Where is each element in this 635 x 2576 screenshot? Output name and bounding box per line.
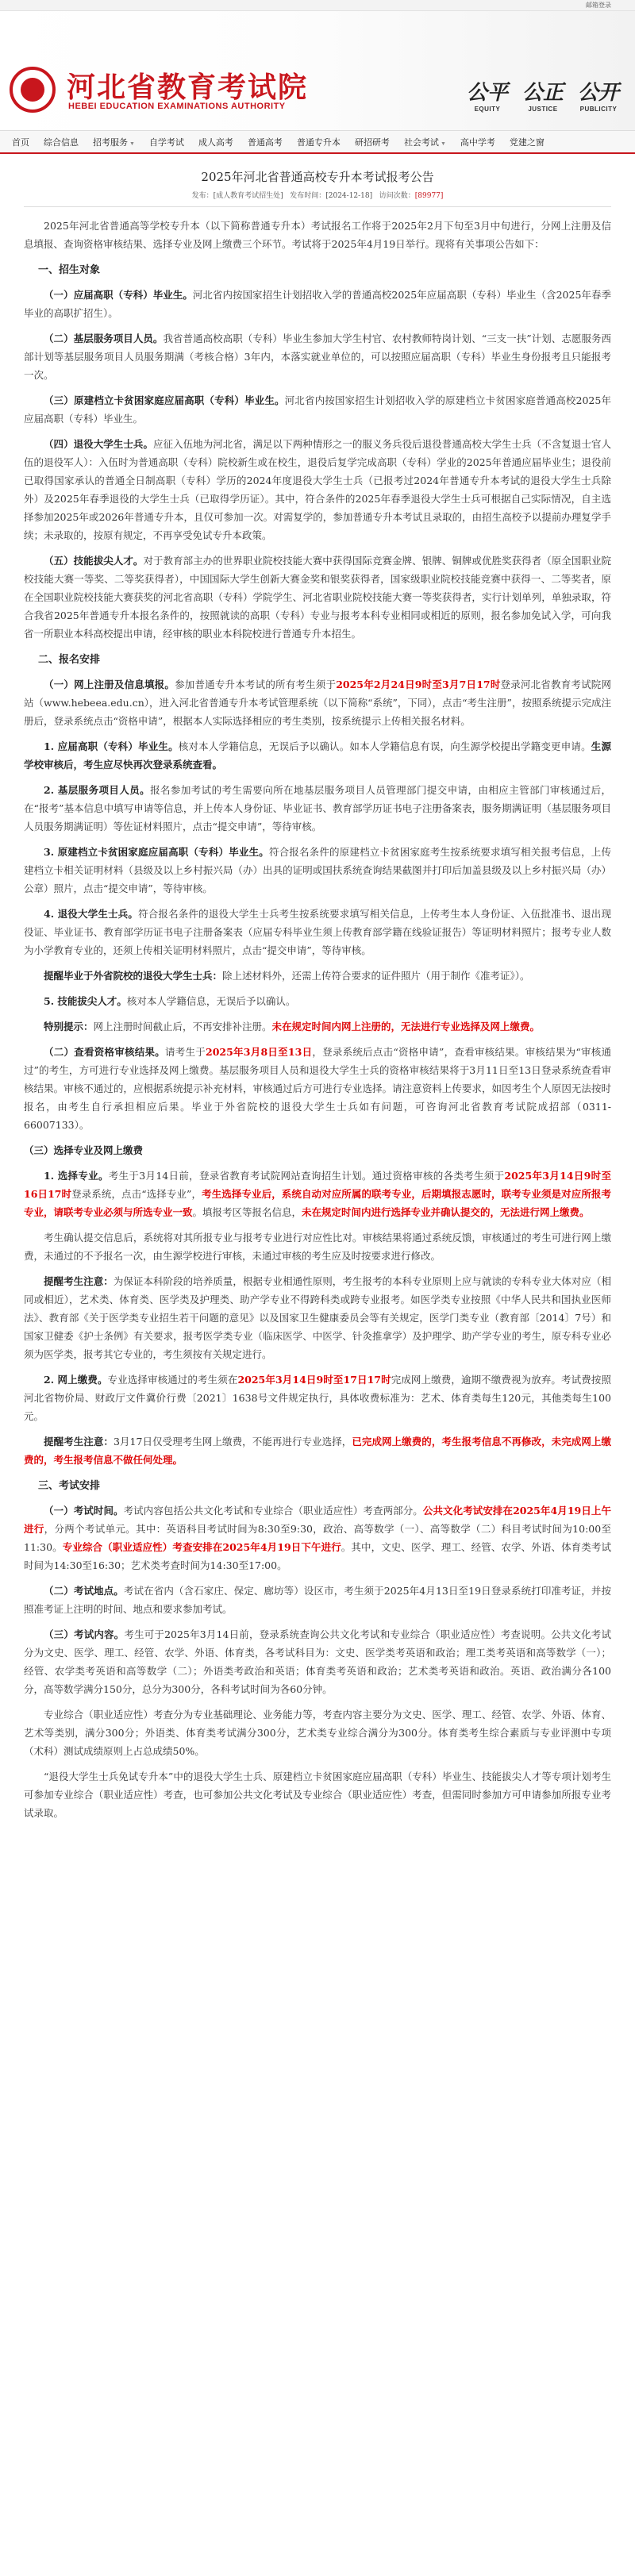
paragraph-text: 网上注册时间截止后，不再安排补注册。	[93, 1021, 272, 1032]
nav-exam-services[interactable]	[86, 136, 142, 148]
paragraph: 专业综合（职业适应性）考查分为专业基础理论、业务能力等，考查内容主要分为文史、医学、理工、经管、农学、外语、体育、艺术等类别，满分300分；外语类、体育类考试满分300分，艺术类专业综合满分为300分。体育类考生综合素质与专业评测中专项（术科）测试成绩原则上占总成绩50%。	[24, 1709, 611, 1757]
nav-general-info-label: 综合信息	[44, 137, 79, 148]
paragraph-text: 登录系统，点击“选择专业”，	[71, 1188, 202, 1200]
paragraph	[24, 905, 611, 959]
paragraph-text: 考试在省内（含石家庄、保定、廊坊等）设区市，考生须于2025年4月13日至19日登录系统打印准考证，并按照准考证上注明的时间、地点和要求参加考试。	[24, 1585, 611, 1615]
paragraph-title: 提醒考生注意：	[44, 1275, 114, 1287]
motto-equity-cn: 公平	[466, 81, 508, 105]
paragraph-text: 完成网上缴费，逾期不缴费视为放弃。考试费按照河北省物价局、财政厅文件冀价行费〔2021〕1638号文件规定执行，具体收费标准为：艺术、体育类每生120元，其他类每生100元。	[24, 1374, 611, 1422]
paragraph	[24, 781, 611, 836]
paragraph: “退役大学生士兵免试专升本”中的退役大学生士兵、原建档立卡贫困家庭应届高职（专科）毕业生、技能拔尖人才等专项计划考生可参加专业综合（职业适应性）考查，也可参加公共文化考试及专业综合（职业适应性）考查，但需同时参加方可申请参加所报专业考试录取。	[24, 1771, 611, 1819]
paragraph-text: 登录河北省教育考试院网站（www.hebeea.edu.cn），进入河北省普通专升本考试管理系统（以下简称“系统”，下同），点击“考生注册”，按照系统提示完成注册后，登录系统点击“资格申请”，根据本人实际选择相应的考生类别，按系统提示上传相关报名材料。	[24, 679, 611, 727]
section-heading: 二、报名安排	[38, 654, 101, 666]
paragraph	[24, 967, 611, 985]
paragraph	[24, 1043, 611, 1134]
paragraph	[24, 435, 611, 544]
mail-login-link[interactable]: 邮箱登录	[586, 2, 611, 9]
nav-self-study[interactable]	[142, 136, 191, 148]
highlight-date: 公共文化考试安排在2025年4月19日上午进行	[24, 1505, 611, 1535]
article-meta	[24, 190, 611, 207]
paragraph	[24, 737, 611, 774]
paragraph-text: 3月17日仅受理考生网上缴费，不能再进行专业选择，	[113, 1436, 352, 1448]
paragraph	[24, 1167, 611, 1221]
site-logo-icon[interactable]	[10, 67, 56, 113]
paragraph-text: 应征入伍地为河北省，满足以下两种情形之一的服义务兵役后退役普通高校大学生士兵（不含复退士官人伍的退役军人）：入伍时为普通高职（专科）院校新生或在校生，退役后复学完成高职（专科）学业的2025年普通应届毕业生；退役前已取得国家承认的普通全日制高职（专科）学历的2024年度退役大学生士兵（已报考过2024年普通专升本考试的退役大学生士兵除外）及2025年春季退役的大学生士兵（已取得学历证）。其中，符合条件的2025年春季退役大学生士兵可根据自己实际情况，自主选择参加2025年或2026年普通专升本，且仅可参加一次。对需复学的，参加普通专升本考试且录取的，由招生高校予以提前办理复学手续；未录取的，按原有规定，不再享受免试专升本政策。	[24, 438, 611, 541]
paragraph-text: 除上述材料外，还需上传符合要求的证件照片（用于制作《准考证》）。	[222, 970, 530, 982]
paragraph	[24, 1582, 611, 1618]
highlight-warning: 考生选择专业后，系统自动对应所属的联考专业，后期填报志愿时，联考专业须是对应所报考专业，请联考专业必须与所选专业一致	[24, 1188, 611, 1218]
paragraph-text: 参加普通专升本考试的所有考生须于	[175, 679, 337, 690]
paragraph-title: 2. 基层服务项目人员。	[44, 784, 151, 796]
nav-gaokao-label: 普通高考	[247, 137, 283, 148]
paragraph-text: 考生可于2025年3月14日前，登录系统查询公共文化考试和专业综合（职业适应性）考查说明。公共文化考试分为文史、医学、理工、经管、农学、外语、体育类，各考试科目为：文史、医学类考英语和政治；理工类考英语和高等数学（一）；经管、农学类考英语和高等数学（二）；外语类考政治和英语；体育类考英语和政治；艺术类考英语和政治。英语、政治满分各100分，高等数学满分150分，总分为300分，各科考试时间为各60分钟。	[24, 1628, 611, 1695]
paragraph-title: （五）技能拔尖人才。	[44, 555, 144, 567]
meta-source: [成人教育考试招生处]	[213, 192, 283, 200]
nav-hs-exam-label: 高中学考	[460, 137, 495, 148]
nav-home[interactable]	[5, 136, 37, 148]
nav-adult-exam[interactable]	[191, 136, 241, 148]
paragraph-title: （二）基层服务项目人员。	[44, 333, 164, 344]
highlight-warning: 已完成网上缴费的，考生报考信息不再修改，未完成网上缴费的，考生报考信息不做任何处理。	[24, 1436, 611, 1466]
meta-date: [2024-12-18]	[325, 192, 373, 200]
intro-paragraph: 2025年河北省普通高等学校专升本（以下简称普通专升本）考试报名工作将于2025年2月下旬至3月中旬进行，分网上注册及信息填报、查询资格审核结果、选择专业及网上缴费三个环节。考试将于2025年4月19日举行。现将有关事项公告如下：	[24, 220, 611, 250]
paragraph-text: 报名参加考试的考生需要向所在地基层服务项目人员管理部门提交申请，由相应主管部门审核通过后，在“报考”基本信息中填写申请等信息，并上传本人身份证、毕业证书、教育部学历证书电子注册备案表，服务期满证明（基层服务项目人员服务期满证明）等佐证材料照片，点击“提交申请”，等待审核。	[24, 784, 611, 832]
motto-justice-en: JUSTICE	[528, 106, 558, 113]
highlight-date: 2025年2月24日9时至3月7日17时	[336, 679, 501, 690]
nav-hs-exam[interactable]	[453, 136, 502, 148]
paragraph-title: 提醒毕业于外省院校的退役大学生士兵：	[44, 970, 223, 982]
paragraph-text: 符合报名条件的原建档立卡贫困家庭考生按系统要求填写相关报考信息，上传建档立卡相关证明材料（县级及以上乡村振兴局（办）出具的证明或国扶系统查询结果截图并打印后加盖县级及以上乡村振兴局（办）公章）照片，点击“提交申请”，等待审核。	[24, 846, 611, 894]
paragraph	[24, 1432, 611, 1469]
paragraph: 考生确认提交信息后，系统将对其所报专业与报考专业进行对应性比对。审核结果将通过系统反馈，审核通过的考生可进行网上缴费，未通过的不予报名一次，由生源学校进行审核，未通过审核的考生应及时按要求进行修改。	[24, 1232, 611, 1262]
paragraph	[24, 1017, 611, 1036]
section-heading: 一、招生对象	[38, 264, 101, 276]
chevron-down-icon: ▼	[129, 140, 135, 147]
motto-publicity	[578, 76, 619, 113]
nav-social-exam-label: 社会考试	[403, 137, 439, 148]
paragraph-title: 提醒考生注意：	[44, 1436, 114, 1448]
paragraph-text: 核对本人学籍信息，无误后予以确认。	[126, 995, 296, 1007]
motto-equity	[467, 76, 508, 113]
paragraph-text: 对于教育部主办的世界职业院校技能大赛中获得国际竞赛金牌、银牌、铜牌或优胜奖获得者（原全国职业院校技能大赛一等奖、二等奖获得者），中国国际大学生创新大赛金奖和银奖获得者，国家级职业院校技能竞赛中获得一、二等奖者，原在全国职业院校技能大赛获奖的河北省高职（专科）学院学生、河北省职业院校技能大赛一等奖获得者，实行计划单列，单独录取，符合我省2025年普通专升本报名条件的，按照就读的高职（专科）专业与报考本科专业相同或相近的原则，报名参加免试入学，可向我省一所职业本科高校提出申请，经审核的职业本科院校进行普通专升本招生。	[24, 555, 611, 640]
paragraph	[24, 992, 611, 1010]
paragraph-text: 河北省内按国家招生计划招收入学的普通高校2025年应届高职（专科）毕业生（含2025年春季毕业的高职扩招生）。	[24, 289, 611, 319]
paragraph-title: 1. 选择专业。	[44, 1170, 109, 1182]
highlight-date: 专业综合（职业适应性）考查安排在2025年4月19日下午进行	[62, 1541, 341, 1553]
highlight-warning: 未在规定时间内网上注册的，无法进行专业选择及网上缴费。	[271, 1021, 541, 1032]
paragraph-title: （一）应届高职（专科）毕业生。	[44, 289, 193, 301]
highlight-date: 2025年3月14日9时至16日17时	[24, 1170, 611, 1200]
paragraph	[24, 552, 611, 643]
paragraph-text: 请考生于	[165, 1046, 206, 1058]
paragraph-text: 考试内容包括公共文化考试和专业综合（职业适应性）考查两部分。	[123, 1505, 423, 1517]
meta-hits-label: 访问次数：	[379, 192, 415, 200]
article-title: 2025年河北省普通高校专升本考试报考公告	[201, 170, 434, 184]
meta-hits: [89977]	[414, 192, 444, 200]
motto-group	[467, 76, 619, 113]
highlight-warning: 未在规定时间内进行选择专业并确认提交的，无法进行网上缴费。	[302, 1206, 590, 1218]
nav-upgrade-label: 普通专升本	[296, 137, 341, 148]
article-body	[24, 217, 611, 1822]
site-header	[0, 11, 635, 130]
nav-adult-exam-label: 成人高考	[198, 137, 233, 148]
nav-party[interactable]	[502, 136, 552, 148]
paragraph	[24, 1141, 611, 1159]
nav-social-exam[interactable]	[397, 136, 453, 148]
paragraph-title: 1. 应届高职（专科）毕业生。	[44, 740, 179, 752]
article	[0, 154, 635, 1845]
nav-gaokao[interactable]	[241, 136, 290, 148]
paragraph-title: （四）退役大学生士兵。	[44, 438, 153, 450]
paragraph-text: 我省普通高校高职（专科）毕业生参加大学生村官、农村教师特岗计划、“三支一扶”计划、志愿服务西部计划等基层服务项目人员服务期满（考核合格）3年内，本落实就业单位的，可以按照应届高职（专科）毕业生身份报考且只能报考一次。	[24, 333, 611, 381]
paragraph	[24, 391, 611, 428]
paragraph-title: （三）选择专业及网上缴费	[24, 1144, 144, 1156]
paragraph-text: 为保证本科阶段的培养质量，根据专业相通性原则，考生报考的本科专业原则上应与就读的专科专业大体对应（相同或相近），艺术类、体育类、医学类及护理类、助产学专业不得跨科类或跨专业报考。如医学类专业按照《中华人民共和国执业医师法》、教育部《关于医学类专业招生若干问题的意见》以及国家卫生健康委员会等有关规定，医学门类专业（教育部〔2014〕7号）和国家卫健委《护士条例》有关要求，报考医学类专业（临床医学、中医学、针灸推拿学）及护理学、助产学专业的考生，原专科专业必须为医学类，报考其它专业的，考生须按有关规定进行。	[24, 1275, 611, 1360]
paragraph-title: （二）查看资格审核结果。	[44, 1046, 165, 1058]
paragraph-title: （三）考试内容。	[44, 1628, 125, 1640]
paragraph-title: 特别提示：	[44, 1021, 94, 1032]
paragraph	[24, 843, 611, 898]
paragraph-title: （二）考试地点。	[44, 1585, 124, 1597]
paragraph-title: （三）原建档立卡贫困家庭应届高职（专科）毕业生。	[44, 394, 285, 406]
motto-publicity-cn: 公开	[577, 81, 619, 105]
highlight-date: 2025年3月14日9时至17日17时	[237, 1374, 391, 1386]
nav-postgrad-label: 研招研考	[354, 137, 390, 148]
paragraph-title: 2. 网上缴费。	[44, 1374, 108, 1386]
main-nav	[0, 130, 635, 154]
chevron-down-icon: ▼	[440, 140, 446, 147]
nav-general-info[interactable]	[37, 136, 86, 148]
highlight-date: 2025年3月8日至13日	[206, 1046, 313, 1058]
meta-date-label: 发布时间：	[290, 192, 326, 200]
meta-source-label: 发布：	[191, 192, 214, 200]
paragraph-emphasis: 生源学校审核后，考生应尽快再次登录系统查看。	[24, 740, 611, 771]
paragraph-text: 核对本人学籍信息，无误后予以确认。如本人学籍信息有误，向生源学校提出学籍变更申请。	[178, 740, 591, 752]
site-title[interactable]: 河北省教育考试院	[67, 71, 309, 104]
motto-publicity-en: PUBLICITY	[579, 106, 618, 113]
nav-party-label: 党建之窗	[509, 137, 545, 148]
paragraph	[24, 1371, 611, 1425]
nav-self-study-label: 自学考试	[148, 137, 184, 148]
paragraph-title: 5. 技能拔尖人才。	[44, 995, 127, 1007]
paragraph-text: 河北省内按国家招生计划招收入学的原建档立卡贫困家庭普通高校2025年应届高职（专科）毕业生。	[24, 394, 611, 425]
paragraph	[24, 329, 611, 384]
paragraph	[24, 1625, 611, 1698]
site-title-en: HEBEI EDUCATION EXAMINATIONS AUTHORITY	[68, 102, 286, 111]
motto-justice-cn: 公正	[521, 81, 564, 105]
paragraph	[24, 1501, 611, 1574]
paragraph-text: ，分两个考试单元。其中：英语科目考试时间为8:30至9:30，政治、高等数学（一）、高等数学（二）科目考试时间为10:00至11:30。	[24, 1523, 611, 1553]
motto-equity-en: EQUITY	[474, 106, 501, 113]
nav-home-label: 首页	[12, 137, 29, 148]
paragraph-text: ，登录系统后点击“资格申请”，查看审核结果。审核结果为“审核通过”的考生，方可进行专业选择及网上缴费。基层服务项目人员和退役大学生士兵的资格审核结果将于3月11日至13日登录系统查看审核结果。审核不通过的，应根据系统提示补充材料，审核通过后方可进行专业选择。请注意资料上传要求，如因考生个人原因无法按时报名，由考生自行承担相应后果。毕业于外省院校的退役大学生士兵如有问题，可咨询河北省教育考试院成招部（0311-66007133）。	[24, 1046, 611, 1131]
paragraph-title: 4. 退役大学生士兵。	[44, 908, 139, 920]
motto-justice	[522, 76, 564, 113]
nav-upgrade[interactable]	[290, 136, 348, 148]
paragraph-text: 专业选择审核通过的考生须在	[107, 1374, 238, 1386]
paragraph-text: 考生于3月14日前，登录省教育考试院网站查询招生计划。通过资格审核的各类考生须于	[108, 1170, 505, 1182]
section-heading: 三、考试安排	[38, 1480, 101, 1492]
paragraph-text: 。填报考区等报名信息，	[192, 1206, 302, 1218]
paragraph-text: 符合报名条件的退役大学生士兵考生按系统要求填写相关信息，上传考生本人身份证、入伍批准书、退出现役证、毕业证书、教育部学历证书电子注册备案表（应届专科毕业生须上传教育部学籍在线验证报告）等证明材料照片；报考专业人数为小学教育专业的，还须上传相关证明材料照片，点击“提交申请”，等待审核。	[24, 908, 611, 956]
paragraph-title: （一）网上注册及信息填报。	[44, 679, 175, 690]
paragraph-text: 。其中，文史、医学、理工、经管、农学、外语、体育类考试时间为14:30至16:30；艺术类考查时间为14:30至17:00。	[24, 1541, 611, 1571]
nav-exam-services-label: 招考服务	[93, 137, 128, 148]
paragraph	[24, 1272, 611, 1363]
paragraph-title: 3. 原建档立卡贫困家庭应届高职（专科）毕业生。	[44, 846, 269, 858]
top-utility-bar	[0, 0, 635, 11]
paragraph	[24, 675, 611, 730]
nav-postgrad[interactable]	[348, 136, 397, 148]
paragraph-title: （一）考试时间。	[44, 1505, 124, 1517]
paragraph	[24, 286, 611, 322]
